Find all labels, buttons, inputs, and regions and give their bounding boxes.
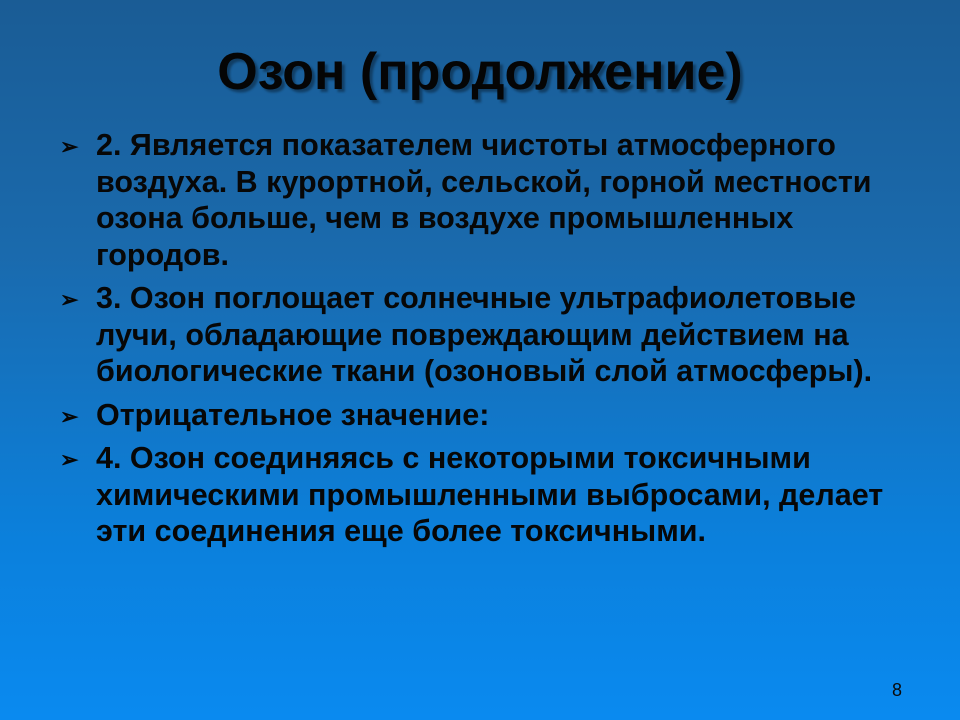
bullet-text: 4. Озон соединяясь с некоторыми токсичными химическими промышленными выбросами, делает эти соединения еще более токсичными. xyxy=(96,441,884,548)
bullet-text: Отрицательное значение: xyxy=(96,397,490,432)
arrow-bullet-icon: ➢ xyxy=(60,134,79,159)
arrow-bullet-icon: ➢ xyxy=(60,447,79,472)
bullet-text: 3. Озон поглощает солнечные ультрафиолетовые лучи, обладающие повреждающим действием на биологические ткани (озоновый слой атмосферы). xyxy=(96,281,873,388)
slide-title: Озон (продолжение) xyxy=(217,43,743,101)
bullet-item xyxy=(56,127,906,273)
page-number: 8 xyxy=(891,680,902,700)
bullet-item xyxy=(56,280,906,390)
arrow-bullet-icon: ➢ xyxy=(60,287,79,312)
bullet-item xyxy=(56,440,906,550)
bullet-text: 2. Является показателем чистоты атмосферного воздуха. В курортной, сельской, горной местности озона больше, чем в воздухе промышленных городов. xyxy=(96,128,872,272)
arrow-bullet-icon: ➢ xyxy=(60,403,79,429)
bullet-list xyxy=(56,127,906,557)
bullet-item xyxy=(56,397,906,434)
